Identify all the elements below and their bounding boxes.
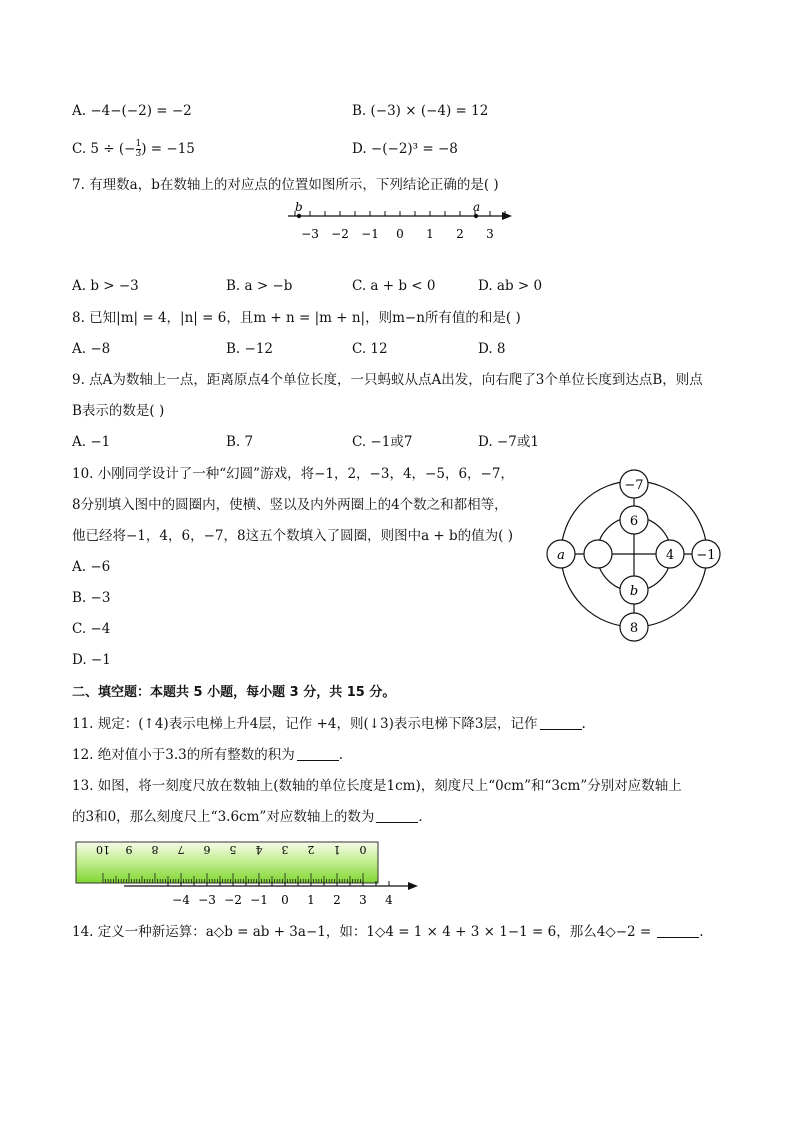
q10-stem-line3: 他已经将−1，4，6，−7，8这五个数填入了圆圈，则图中a + b的值为( )	[72, 528, 513, 544]
axis-tick-label: −1	[250, 893, 268, 907]
ruler-number: 2	[307, 843, 315, 856]
q9-stem-line1: 9. 点A为数轴上一点，距离原点4个单位长度，一只蚂蚁从点A出发，向右爬了3个单位长度到达点B，则点	[72, 372, 703, 388]
axis-tick-label: 2	[456, 227, 464, 241]
axis-tick-label: −3	[301, 227, 319, 241]
circle-bottom	[620, 613, 648, 641]
ruler-body	[76, 842, 378, 883]
q10-stem-line2: 8分别填入图中的圆圈内，使横、竖以及内外两圈上的4个数之和都相等，	[72, 497, 508, 513]
ruler-number: 8	[151, 843, 159, 856]
svg-text:8: 8	[629, 621, 639, 636]
axis-tick-label: 3	[486, 227, 494, 241]
svg-text:−1: −1	[696, 548, 716, 563]
circle-inner-right	[656, 540, 684, 568]
circle-inner-bottom	[620, 576, 648, 604]
ruler-number: 7	[177, 843, 185, 856]
q7-option-b: B. a > −b	[226, 278, 293, 294]
answer-blank[interactable]	[540, 715, 582, 730]
ruler-number: 5	[229, 843, 237, 856]
answer-blank[interactable]	[657, 923, 699, 938]
axis-tick-label: −1	[361, 227, 379, 241]
circle-right	[692, 540, 720, 568]
axis-tick-label: 2	[333, 893, 341, 907]
axis-tick-label: 1	[307, 893, 315, 907]
svg-text:b: b	[629, 584, 639, 599]
svg-text:−7: −7	[624, 478, 644, 493]
circle-top	[620, 470, 648, 498]
q10-stem-line1: 10. 小刚同学设计了一种“幻圆”游戏，将−1，2，−3，4，−5，6，−7，	[72, 466, 514, 482]
circle-left	[547, 540, 575, 568]
axis-tick-label: −3	[198, 893, 216, 907]
axis-tick-label: 3	[359, 893, 367, 907]
svg-text:4: 4	[665, 548, 675, 563]
axis-tick-label: 0	[281, 893, 289, 907]
q7-option-c: C. a + b < 0	[352, 278, 436, 294]
q9-option-c: C. −1或7	[352, 434, 413, 450]
point-b	[297, 214, 301, 218]
q9-stem-line2: B表示的数是( )	[72, 403, 165, 419]
ruler-number: 0	[359, 843, 367, 856]
q6-option-c: C. 5 ÷ (− $\frac{1}{3}$ ) = −15	[72, 139, 195, 159]
q13-stem-line2: 的3和0，那么刻度尺上“3.6cm”对应数轴上的数为 .	[72, 809, 423, 825]
q7-option-a: A. b > −3	[72, 278, 139, 294]
axis-tick-label: −2	[224, 893, 242, 907]
q9-option-a: A. −1	[72, 434, 111, 450]
ruler-number: 9	[125, 843, 133, 856]
axis-tick-label: 1	[426, 227, 434, 241]
q8-option-d: D. 8	[478, 341, 506, 357]
axis-tick-label: −4	[172, 893, 190, 907]
circle-inner-top	[620, 506, 648, 534]
q9-option-d: D. −7或1	[478, 434, 539, 450]
answer-blank[interactable]	[297, 746, 339, 761]
q10-option-a: A. −6	[72, 559, 111, 575]
q6-option-a: A. −4−(−2) = −2	[72, 103, 192, 119]
ruler-number: 10	[96, 843, 110, 856]
q7-option-d: D. ab > 0	[478, 278, 543, 294]
q9-option-b: B. 7	[226, 434, 254, 450]
svg-text:6: 6	[629, 514, 639, 529]
q8-stem: 8. 已知|m| = 4，|n| = 6，且m + n = |m + n|，则m−n所有值的和是( )	[72, 310, 521, 326]
point-a	[474, 214, 478, 218]
section-2-heading: 二、填空题：本题共 5 小题，每小题 3 分，共 15 分。	[72, 685, 396, 700]
label-b: b	[295, 200, 303, 214]
q13-stem-line1: 13. 如图，将一刻度尺放在数轴上(数轴的单位长度是1cm)，刻度尺上“0cm”和“3cm”分别对应数轴上	[72, 778, 682, 794]
q11: 11. 规定：(↑4)表示电梯上升4层，记作 +4，则(↓3)表示电梯下降3层，记作 .	[72, 716, 586, 732]
q7-stem: 7. 有理数a，b在数轴上的对应点的位置如图所示，下列结论正确的是( )	[72, 177, 499, 193]
q6-option-d: D. −(−2)³ = −8	[352, 141, 458, 157]
q6-option-b: B. (−3) × (−4) = 12	[352, 103, 489, 119]
axis-tick-label: 4	[385, 893, 393, 907]
ruler-number: 3	[281, 843, 289, 856]
ruler-number: 1	[333, 843, 341, 856]
q10-option-c: C. −4	[72, 621, 111, 637]
fraction: $\frac{1}{3}$	[135, 139, 142, 159]
circle-inner-left	[584, 540, 612, 568]
q8-option-c: C. 12	[352, 341, 388, 357]
q10-option-b: B. −3	[72, 590, 111, 606]
q8-option-a: A. −8	[72, 341, 111, 357]
svg-text:a: a	[557, 548, 565, 563]
ruler-number: 6	[203, 843, 211, 856]
label-a: a	[473, 200, 481, 214]
q12: 12. 绝对值小于3.3的所有整数的积为 .	[72, 747, 344, 763]
magic-circle-diagram	[540, 464, 730, 646]
axis-tick-label: 0	[396, 227, 404, 241]
q8-option-b: B. −12	[226, 341, 273, 357]
axis-tick-label: −2	[331, 227, 349, 241]
ruler-on-number-line	[74, 840, 424, 912]
q14: 14. 定义一种新运算：a◇b = ab + 3a−1，如：1◇4 = 1 × 4 + 3 × 1−1 = 6，那么4◇−2 = .	[72, 924, 704, 940]
ruler-number: 4	[255, 843, 263, 856]
q7-number-line	[280, 196, 520, 246]
answer-blank[interactable]	[376, 808, 418, 823]
q10-option-d: D. −1	[72, 652, 111, 668]
